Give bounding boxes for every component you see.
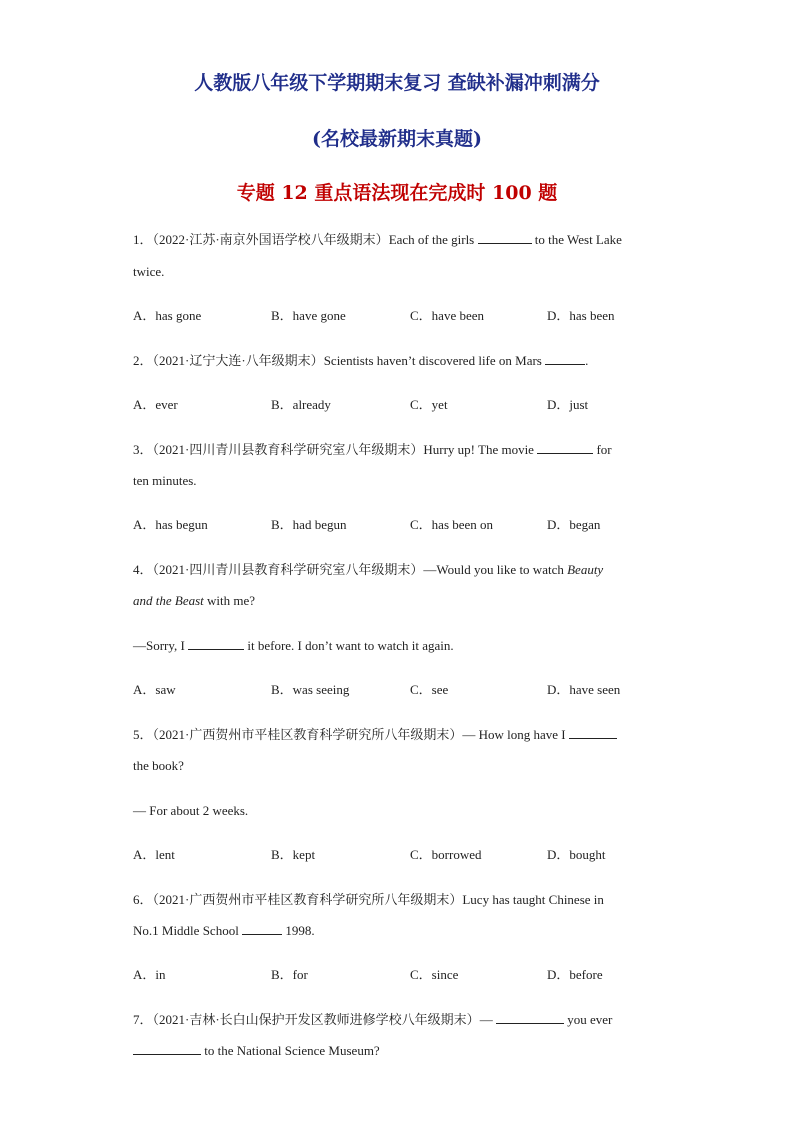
question-source: （2021·广西贺州市平桂区教育科学研究所八年级期末）	[152, 727, 463, 742]
option-b: B．kept	[271, 847, 316, 862]
option-c: C．see	[410, 682, 449, 697]
option-c: C．has been on	[410, 517, 494, 532]
question-7-line-2: to the National Science Museum?	[133, 1042, 380, 1060]
option-a: A．ever	[133, 397, 178, 412]
question-number: 6．	[133, 892, 153, 907]
question-source: （2021·广西贺州市平桂区教育科学研究所八年级期末）	[152, 892, 463, 907]
option-a: A．in	[133, 967, 166, 982]
option-d: D．began	[547, 517, 601, 532]
question-4-line-2: and the Beast with me?	[133, 593, 256, 608]
question-1-line-1: 1．（2022·江苏·南京外国语学校八年级期末）Each of the girls to the West Lake	[133, 232, 622, 247]
topic-title: 专题 12 重点语法现在完成时 100 题	[236, 182, 558, 204]
option-c: C．have been	[410, 308, 485, 323]
answer-blank	[545, 352, 585, 365]
option-b: B．was seeing	[271, 682, 350, 697]
answer-blank	[496, 1011, 564, 1024]
question-number: 2．	[133, 353, 153, 368]
question-source: （2022·江苏·南京外国语学校八年级期末）	[152, 232, 389, 247]
question-3-line-2: ten minutes.	[133, 473, 197, 488]
question-6-line-1: 6．（2021·广西贺州市平桂区教育科学研究所八年级期末）Lucy has taught Chinese in	[133, 892, 604, 907]
option-a: A．lent	[133, 847, 175, 862]
question-6-line-2: No.1 Middle School 1998.	[133, 923, 315, 938]
question-5-line-3: — For about 2 weeks.	[133, 803, 249, 818]
document-subtitle: (名校最新期末真题)	[312, 128, 482, 150]
question-5-line-1: 5．（2021·广西贺州市平桂区教育科学研究所八年级期末）— How long have I	[133, 726, 617, 744]
option-b: B．already	[271, 397, 331, 412]
option-d: D．just	[547, 397, 589, 412]
answer-blank	[133, 1042, 201, 1055]
question-number: 5．	[133, 727, 153, 742]
answer-blank	[569, 726, 617, 739]
question-3-line-1: 3．（2021·四川青川县教育科学研究室八年级期末）Hurry up! The movie for	[133, 442, 612, 457]
document-title: 人教版八年级下学期期末复习 查缺补漏冲刺满分	[194, 72, 600, 94]
question-number: 1．	[133, 232, 153, 247]
question-5-line-2: the book?	[133, 758, 184, 773]
option-a: A．has begun	[133, 517, 208, 532]
option-d: D．bought	[547, 847, 606, 862]
option-c: C．yet	[410, 397, 448, 412]
option-c: C．borrowed	[410, 847, 482, 862]
option-b: B．for	[271, 967, 308, 982]
answer-blank	[478, 231, 532, 244]
question-4-line-1: 4．（2021·四川青川县教育科学研究室八年级期末）—Would you like to watch Beauty	[133, 562, 604, 577]
question-number: 4．	[133, 562, 153, 577]
option-b: B．had begun	[271, 517, 347, 532]
question-source: （2021·四川青川县教育科学研究室八年级期末）	[152, 562, 424, 577]
question-source: （2021·辽宁大连·八年级期末）	[152, 353, 324, 368]
answer-blank	[188, 637, 244, 650]
option-a: A．saw	[133, 682, 176, 697]
question-number: 3．	[133, 442, 153, 457]
option-d: D．before	[547, 967, 603, 982]
question-2-line-1: 2．（2021·辽宁大连·八年级期末）Scientists haven’t discovered life on Mars .	[133, 353, 589, 368]
question-7-line-1: 7．（2021·吉林·长白山保护开发区教师进修学校八年级期末）— you ever	[133, 1012, 613, 1027]
question-source: （2021·四川青川县教育科学研究室八年级期末）	[152, 442, 424, 457]
answer-blank	[242, 922, 282, 935]
option-c: C．since	[410, 967, 459, 982]
question-4-line-3: —Sorry, I it before. I don’t want to watch it again.	[133, 638, 454, 653]
option-d: D．have seen	[547, 682, 621, 697]
question-1-line-2: twice.	[133, 264, 165, 279]
answer-blank	[537, 441, 593, 454]
option-b: B．have gone	[271, 308, 346, 323]
question-source: （2021·吉林·长白山保护开发区教师进修学校八年级期末）	[152, 1012, 480, 1027]
question-number: 7．	[133, 1012, 153, 1027]
option-d: D．has been	[547, 308, 615, 323]
option-a: A．has gone	[133, 308, 202, 323]
